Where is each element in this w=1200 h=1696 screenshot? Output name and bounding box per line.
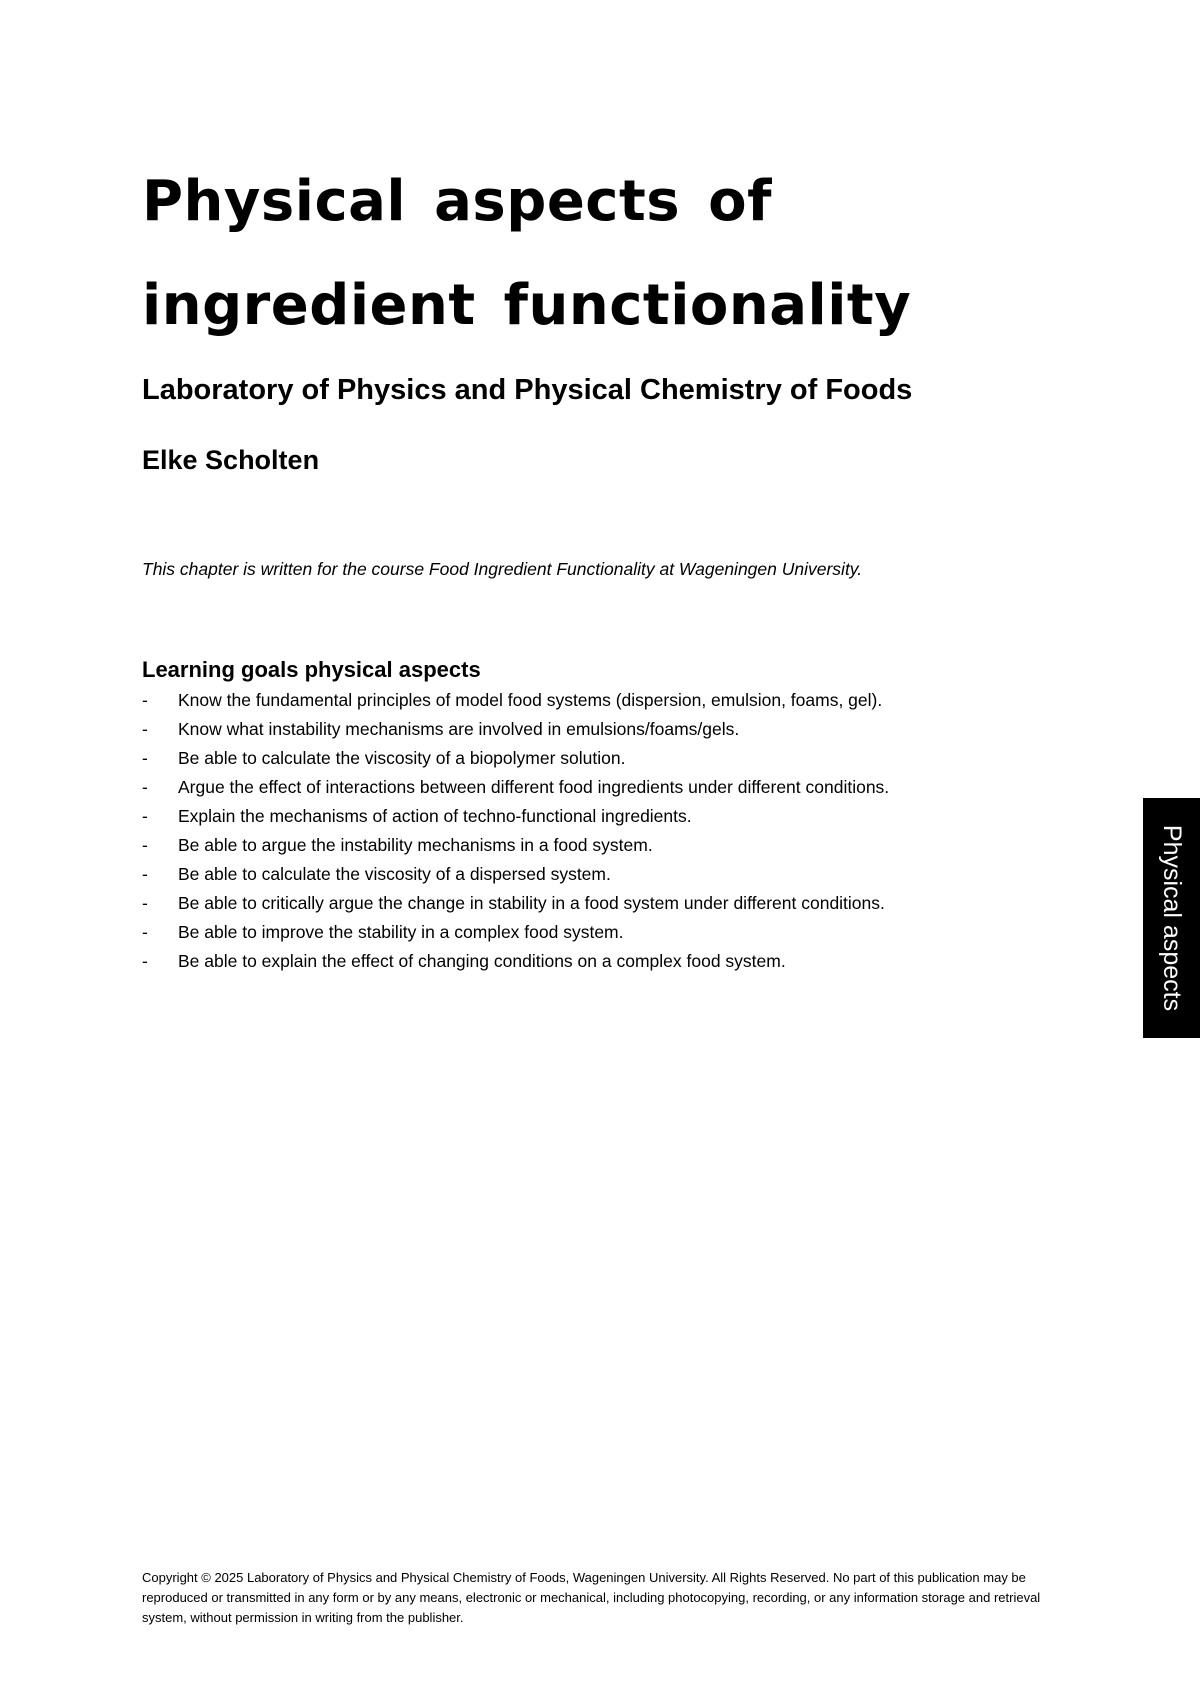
document-title: Physical aspects of ingredient functionality bbox=[142, 169, 912, 338]
course-note: This chapter is written for the course Food Ingredient Functionality at Wageningen University. bbox=[142, 559, 863, 579]
learning-goal-item bbox=[142, 802, 889, 831]
learning-goal-item bbox=[142, 918, 889, 947]
list-dash: - bbox=[142, 922, 148, 942]
learning-goal-text: Explain the mechanisms of action of techno-functional ingredients. bbox=[178, 806, 692, 826]
learning-goal-item bbox=[142, 947, 889, 976]
list-dash: - bbox=[142, 777, 148, 797]
list-dash: - bbox=[142, 719, 148, 739]
learning-goal-text: Argue the effect of interactions between different food ingredients under different conditions. bbox=[178, 777, 890, 797]
learning-goal-item bbox=[142, 889, 889, 918]
learning-goal-text: Be able to improve the stability in a complex food system. bbox=[178, 922, 624, 942]
learning-goals-heading: Learning goals physical aspects bbox=[142, 657, 481, 682]
learning-goal-text: Be able to calculate the viscosity of a biopolymer solution. bbox=[178, 748, 626, 768]
learning-goal-text: Be able to explain the effect of changing conditions on a complex food system. bbox=[178, 951, 786, 971]
learning-goal-text: Know the fundamental principles of model food systems (dispersion, emulsion, foams, gel). bbox=[178, 690, 883, 710]
learning-goal-item bbox=[142, 773, 889, 802]
list-dash: - bbox=[142, 748, 148, 768]
list-dash: - bbox=[142, 835, 148, 855]
learning-goal-item bbox=[142, 744, 889, 773]
learning-goal-item bbox=[142, 831, 889, 860]
list-dash: - bbox=[142, 690, 148, 710]
copyright-notice: Copyright © 2025 Laboratory of Physics and Physical Chemistry of Foods, Wageningen University. All Rights Reserved. No part of this publication may be reproduced or transmitted in any form or by any means, electronic or mechanical, including photocopying, recording, or any information storage and retrieval system, without permission in writing from the publisher. bbox=[142, 1570, 1041, 1625]
document-subtitle: Laboratory of Physics and Physical Chemistry of Foods bbox=[142, 374, 913, 406]
list-dash: - bbox=[142, 864, 148, 884]
list-dash: - bbox=[142, 893, 148, 913]
author-name: Elke Scholten bbox=[142, 445, 320, 475]
side-tab-label: Physical aspects bbox=[1157, 824, 1186, 1012]
learning-goal-item bbox=[142, 860, 889, 889]
list-dash: - bbox=[142, 806, 148, 826]
learning-goal-item bbox=[142, 715, 889, 744]
section-side-tab bbox=[1143, 798, 1200, 1038]
list-dash: - bbox=[142, 951, 148, 971]
learning-goal-text: Know what instability mechanisms are involved in emulsions/foams/gels. bbox=[178, 719, 740, 739]
learning-goal-text: Be able to argue the instability mechanisms in a food system. bbox=[178, 835, 653, 855]
learning-goal-text: Be able to calculate the viscosity of a dispersed system. bbox=[178, 864, 611, 884]
learning-goal-text: Be able to critically argue the change in stability in a food system under different conditions. bbox=[178, 893, 885, 913]
learning-goal-item bbox=[142, 686, 889, 715]
learning-goals-list bbox=[142, 686, 889, 976]
